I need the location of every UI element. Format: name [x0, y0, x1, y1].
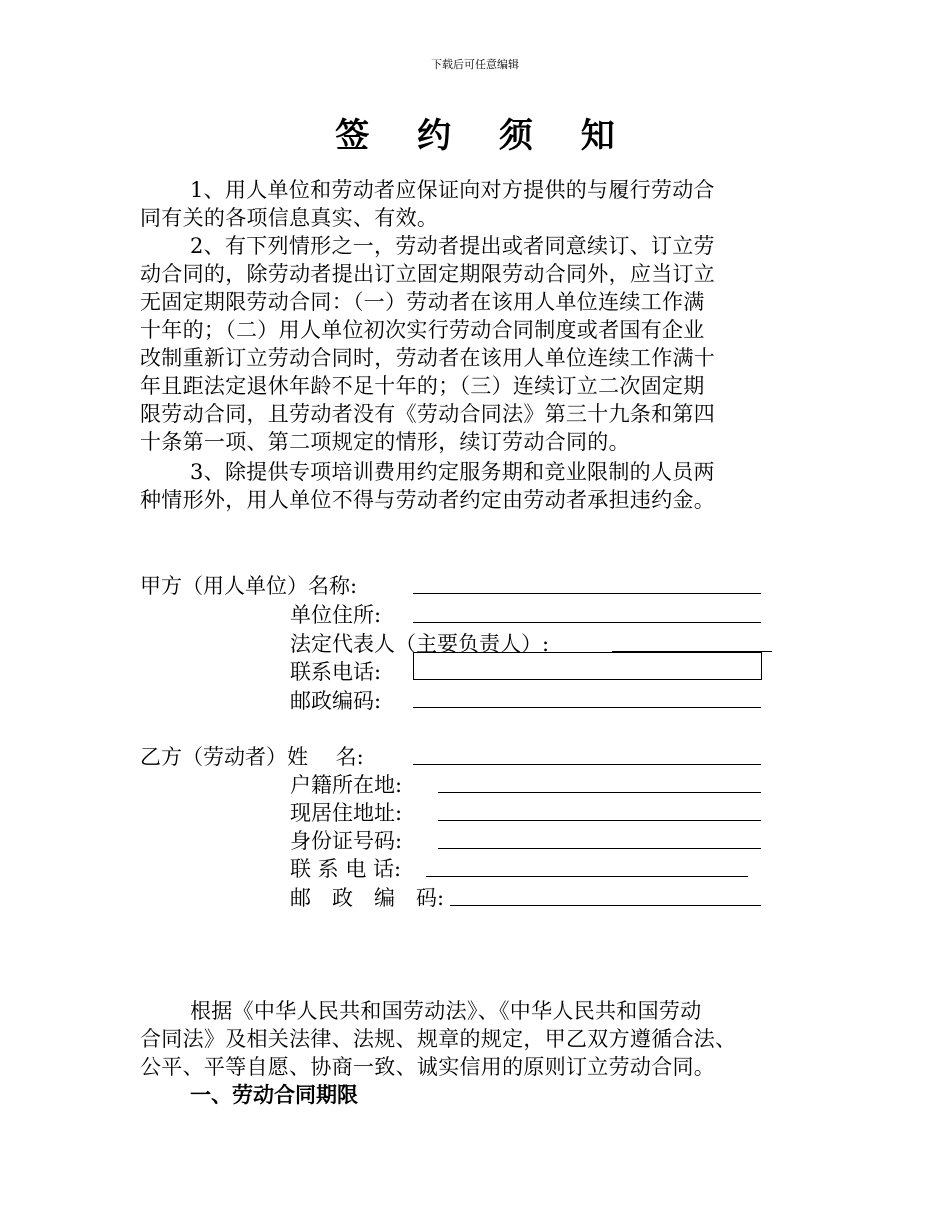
party-a-address-field[interactable] — [413, 622, 761, 623]
notice-p2-line4: 十年的；（二）用人单位初次实行劳动合同制度或者国有企业 — [140, 318, 705, 342]
section-heading: 一、劳动合同期限 — [190, 1083, 358, 1107]
party-a-name-label: 甲方（用人单位）名称: — [140, 574, 358, 598]
notice-p2-line1: 2、有下列情形之一，劳动者提出或者同意续订、订立劳 — [190, 234, 715, 258]
page-title: 签 约 须 知 — [335, 116, 633, 156]
notice-p3-line2: 种情形外，用人单位不得与劳动者约定由劳动者承担违约金。 — [140, 488, 716, 512]
header-note: 下载后可任意编辑 — [431, 58, 519, 71]
party-b-hukou-label: 户籍所在地: — [290, 773, 403, 797]
party-a-rep-label: 法定代表人（主要负责人）: — [290, 632, 550, 656]
party-b-residence-field[interactable] — [438, 820, 761, 821]
party-a-postcode-label: 邮政编码: — [290, 689, 382, 713]
party-b-residence-label: 现居住地址: — [290, 801, 403, 825]
party-a-name-field[interactable] — [413, 593, 761, 594]
party-a-phone-field[interactable] — [413, 652, 762, 680]
notice-p2-line3: 无固定期限劳动合同：（一）劳动者在该用人单位连续工作满 — [140, 290, 705, 314]
party-a-phone-label: 联系电话: — [290, 660, 382, 684]
party-b-phone-field[interactable] — [426, 876, 748, 877]
party-b-hukou-field[interactable] — [438, 792, 761, 793]
notice-p1-line2: 同有关的各项信息真实、有效。 — [140, 206, 439, 230]
party-b-postcode-label: 邮 政 编 码: — [290, 886, 445, 910]
notice-p2-line6: 年且距法定退休年龄不足十年的；（三）连续订立二次固定期 — [140, 374, 705, 398]
party-b-phone-label: 联 系 电 话: — [290, 857, 402, 881]
party-b-postcode-field[interactable] — [450, 905, 761, 906]
party-a-postcode-field[interactable] — [413, 707, 761, 708]
party-b-id-label: 身份证号码: — [290, 829, 403, 853]
notice-p2-line5: 改制重新订立劳动合同时，劳动者在该用人单位连续工作满十 — [140, 346, 716, 370]
notice-p3-line1: 3、除提供专项培训费用约定服务期和竞业限制的人员两 — [190, 460, 715, 484]
party-b-name-label: 乙方（劳动者）姓 名: — [140, 745, 364, 769]
party-b-id-field[interactable] — [438, 848, 761, 849]
preamble-line1: 根据《中华人民共和国劳动法》、《中华人民共和国劳动 — [190, 999, 702, 1023]
notice-p2-line2: 动合同的，除劳动者提出订立固定期限劳动合同外，应当订立 — [140, 262, 716, 286]
notice-p2-line8: 十条第一项、第二项规定的情形，续订劳动合同的。 — [140, 430, 630, 454]
party-a-address-label: 单位住所: — [290, 603, 382, 627]
notice-p2-line7: 限劳动合同，且劳动者没有《劳动合同法》第三十九条和第四 — [140, 402, 716, 426]
preamble-line3: 公平、平等自愿、协商一致、诚实信用的原则订立劳动合同。 — [140, 1055, 716, 1079]
notice-p1-line1: 1、用人单位和劳动者应保证向对方提供的与履行劳动合 — [190, 178, 715, 202]
party-b-name-field[interactable] — [413, 764, 761, 765]
preamble-line2: 合同法》及相关法律、法规、规章的规定，甲乙双方遵循合法、 — [140, 1027, 737, 1051]
